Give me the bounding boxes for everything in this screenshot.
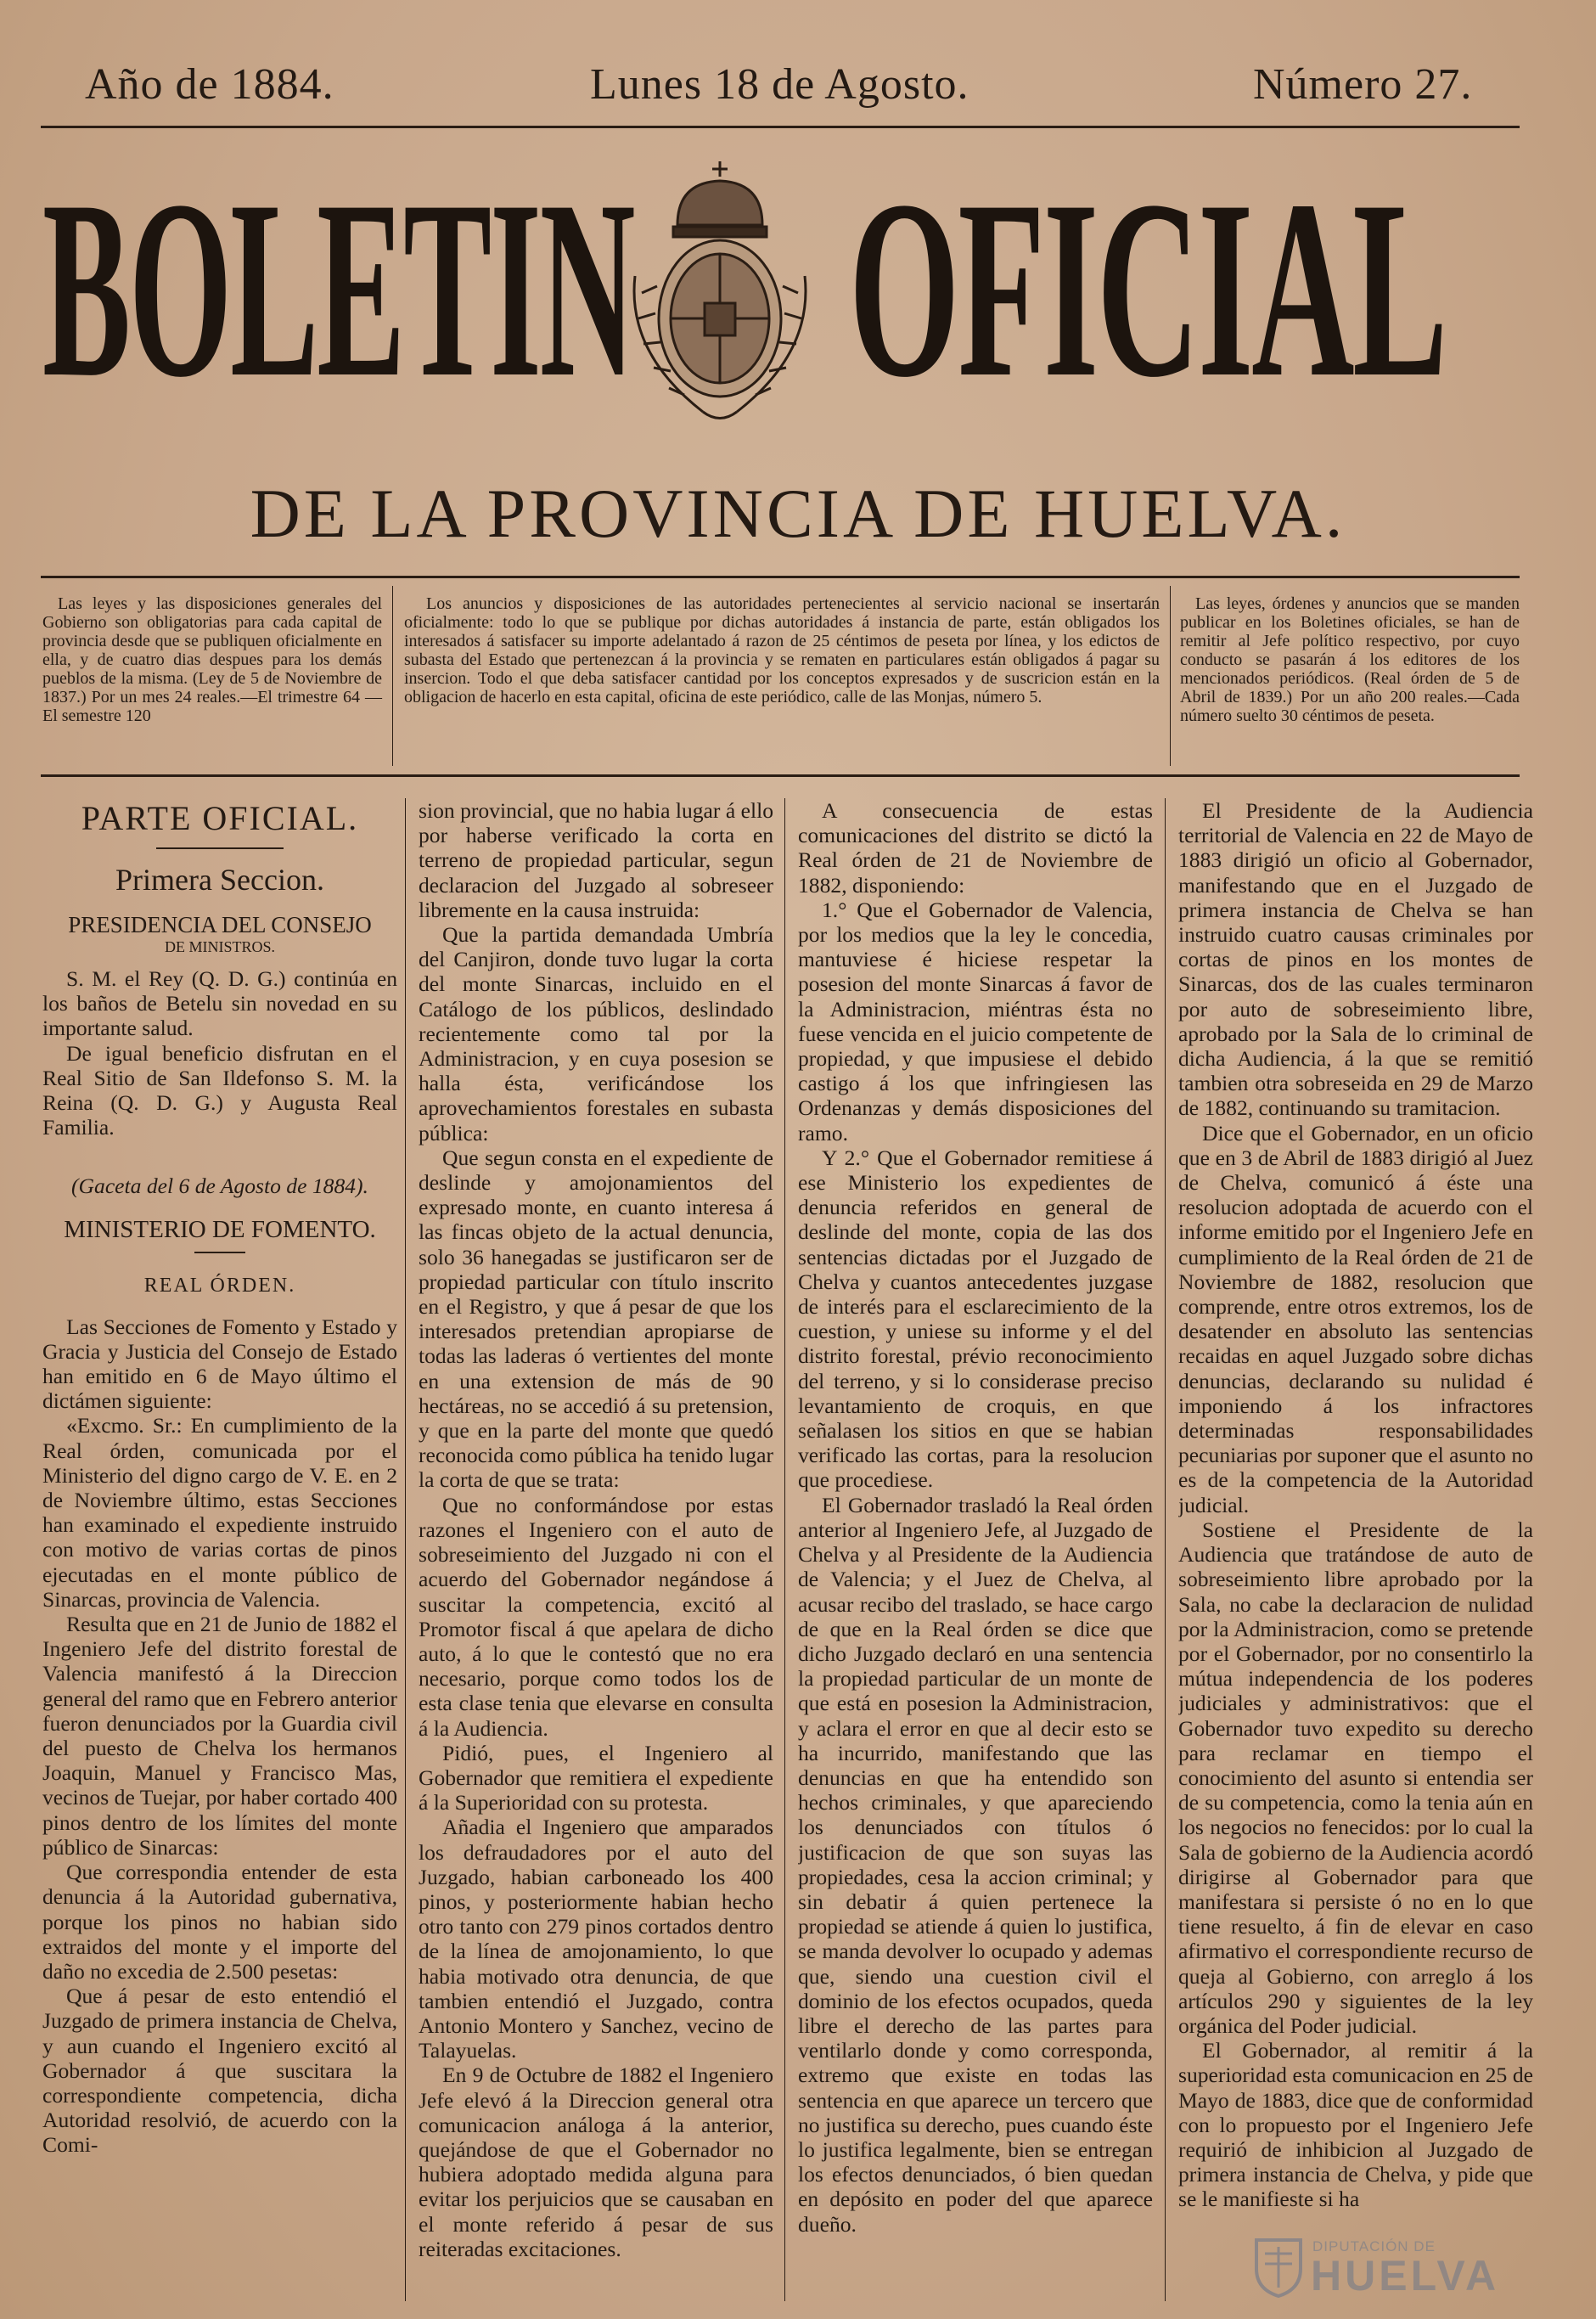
paragraph: 1.° Que el Gobernador de Valencia, por los medios que la ley le concedia, mantuviese é hiciese respetar la posesion del monte Sinarcas á favor de la Administracion, miéntras ésta no fuese vencida en el juicio competente de propiedad, y que impusiese el debido castigo á los que infringiesen las Ordenanzas y demás disposiciones del ramo. xyxy=(798,897,1153,1145)
paragraph: Que á pesar de esto entendió el Juzgado de primera instancia de Chelva, y aun cuando el Ingeniero excitó al Gobernador á que suscitara la correspondiente competencia, dicha Autoridad resolvió, de acuerdo con la Comi- xyxy=(42,1984,397,2158)
paragraph: Que correspondia entender de esta denuncia á la Autoridad gubernativa, porque los pinos no habian sido extraidos del monte y el importe del daño no excedia de 2.500 pesetas: xyxy=(42,1860,397,1984)
paragraph: «Excmo. Sr.: En cumplimiento de la Real órden, comunicada por el Ministerio del digno cargo de V. E. en 2 de Noviembre último, estas Secciones han examinado el expediente instruido con motivo de varias cortas de pinos ejecutadas en el monte público de Sinarcas, provincia de Valencia. xyxy=(42,1413,397,1612)
info-box-center: Los anuncios y disposiciones de las autoridades pertenecientes al servicio nacional se insertarán oficialmente: todo lo que se publique por dichas autoridades á instancia de parte, están obligados los interesados á satisfacer su importe adelantado á razon de 25 céntimos de peseta por línea, y los edictos de subasta del Estado que pertenezcan á la provincia y se rematen en particulares están obligados á pagar su insercion. Todo el que deba satisfacer cantidad por los conceptos expresados y de suscricion están en la obligacion de hacerlo en esta capital, oficina de este periódico, calle de las Monjas, número 5. xyxy=(404,594,1160,706)
parte-oficial-heading: PARTE OFICIAL. xyxy=(81,799,359,837)
column-4 xyxy=(1178,798,1533,2301)
divider xyxy=(194,1252,245,1253)
issue-year: Año de 1884. xyxy=(85,60,334,109)
masthead-left: BOLETIN xyxy=(42,148,634,430)
info-divider-1 xyxy=(392,586,393,766)
column-1 xyxy=(42,798,397,2301)
ministerio-heading: MINISTERIO DE FOMENTO. xyxy=(64,1215,376,1243)
ministros-subheading: DE MINISTROS. xyxy=(164,938,275,955)
info-divider-2 xyxy=(1170,586,1171,766)
gaceta-source: (Gaceta del 6 de Agosto de 1884). xyxy=(71,1174,368,1199)
issue-date: Lunes 18 de Agosto. xyxy=(590,60,969,109)
paragraph: Añadia el Ingeniero que amparados los defraudadores por el auto del Juzgado, habian carboneado los 400 pinos, y posteriormente habian hecho otro tanto con 279 pinos cortados dentro de la línea de amojonamiento, lo que habia motivado otra denuncia, de que tambien entendió el Juzgado, contra Antonio Montero y Sanchez, vecino de Talayuelas. xyxy=(419,1815,773,2063)
column-divider-3 xyxy=(1165,798,1166,2301)
primera-seccion-heading: Primera Seccion. xyxy=(115,863,324,897)
column-divider-2 xyxy=(784,798,785,2301)
paragraph: En 9 de Octubre de 1882 el Ingeniero Jefe elevó á la Direccion general otra comunicacion análoga á la anterior, quejándose de que el Gobernador no hubiera adoptado medida alguna para evitar los perjuicios que se causaban en el monte referido á pesar de sus reiteradas excitaciones. xyxy=(419,2063,773,2261)
paragraph: Dice que el Gobernador, en un oficio que en 3 de Abril de 1883 dirigió al Juez de Chelva, comunicó á éste una resolucion adoptada de acuerdo con el informe emitido por el Ingeniero Jefe en cumplimiento de la Real órden de 21 de Noviembre de 1882, resolucion que comprende, entre otros extremos, los de desatender en absoluto las sentencias recaidas en aquel Juzgado sobre dichas denuncias, declarando su nulidad é imponiendo á los infractores determinadas responsabilidades pecuniarias por suponer que el asunto no es de la competencia de la Autoridad judicial. xyxy=(1178,1120,1533,1517)
paragraph: El Gobernador trasladó la Real órden anterior al Ingeniero Jefe, al Juzgado de Chelva y al Presidente de la Audiencia de Valencia; y el Juez de Chelva, al acusar recibo del traslado, se hace cargo de que en la Real órden se dice que dicho Juzgado declaró en una sentencia la propiedad particular de un monte de que está en posesion la Administracion, y aclara el error en que al decir esto se ha incurrido, manifestando que las denuncias en que ha entendido son hechos criminales, y que apareciendo los denunciados con títulos ó justificacion de que son suyas las propiedades, cesa la accion criminal; y sin debatir á quien pertenece la propiedad se atiende á quien lo justifica, se manda devolver lo ocupado y ademas que, siendo una cuestion civil el dominio de los efectos ocupados, queda libre el derecho de las partes para ventilarlo donde y como corresponda, extremo que existe en todas las sentencia en que aparece un tercero que no justifica su derecho, pues cuando éste lo justifica legalmente, bien se entregan los efectos denunciados, ó bien quedan en depósito en poder del que aparece dueño. xyxy=(798,1492,1153,2237)
watermark-top-text: DIPUTACIÓN DE xyxy=(1312,2238,1436,2254)
issue-number: Número 27. xyxy=(1253,60,1473,109)
paragraph: sion provincial, que no habia lugar á ello por haberse verificado la corta en terreno de propiedad particular, segun declaracion del Juzgado al sobreseer libremente en la causa instruida: xyxy=(419,798,773,922)
paragraph: A consecuencia de estas comunicaciones del distrito se dictó la Real órden de 21 de Noviembre de 1882, disponiendo: xyxy=(798,798,1153,898)
paragraph: Que no conformándose por estas razones el Ingeniero con el auto de sobreseimiento del Juzgado ni con el acuerdo del Gobernador negándose á suscitar la competencia, excitó al Promotor fiscal á que apelara de dicho auto, á lo que le contestó que no era necesario, porque como todos los de esta clase tenia que elevarse en consulta á la Audiencia. xyxy=(419,1492,773,1741)
paragraph: S. M. el Rey (Q. D. G.) continúa en los baños de Betelu sin novedad en su importante salud. xyxy=(42,966,397,1041)
library-watermark xyxy=(1253,2237,1576,2299)
paragraph: Que segun consta en el expediente de deslinde y amojonamientos del expresado monte, en cuanto interesa á las fincas objeto de la actual denuncia, solo 36 hanegadas se justificaron ser de propiedad particular con título inscrito en el Registro, y que á pesar de que los interesados pretendian apropiarse de todas las laderas ó vertientes del monte en una extension de más de 90 hectáreas, no se accedió á su pretension, y que en la parte del monte que quedó reconocida como pública ha tenido lugar la corta de que se trata: xyxy=(419,1145,773,1493)
column-2 xyxy=(419,798,773,2301)
shield-icon xyxy=(1253,2237,1304,2298)
divider xyxy=(156,847,284,849)
column-divider-1 xyxy=(405,798,406,2301)
paragraph: Resulta que en 21 de Junio de 1882 el Ingeniero Jefe del distrito forestal de Valencia manifestó á la Direccion general del ramo que en Febrero anterior fueron denunciados por la Guardia civil del puesto de Chelva los hermanos Joaquin, Manuel y Francisco Mas, vecinos de Tuejar, por haber cortado 400 pinos dentro de los límites del monte público de Sinarcas: xyxy=(42,1612,397,1860)
real-orden-heading: REAL ÓRDEN. xyxy=(143,1274,296,1297)
presidencia-heading: PRESIDENCIA DEL CONSEJO xyxy=(68,912,372,937)
column-3 xyxy=(798,798,1153,2301)
masthead-subtitle: DE LA PROVINCIA DE HUELVA. xyxy=(250,475,1346,552)
info-box-left: Las leyes y las disposiciones generales del Gobierno son obligatorias para cada capital de provincia desde que se publiquen oficialmente en ella, y de cuatro dias despues para los demás pueblos de la misma. (Ley de 5 de Noviembre de 1837.) Por un mes 24 reales.—El trimestre 64 —El semestre 120 xyxy=(42,594,382,725)
info-box-right: Las leyes, órdenes y anuncios que se manden publicar en los Boletines oficiales, se han de remitir al Jefe político respectivo, por cuyo conducto se pasarán á los editores de los mencionados periódicos. (Real órden de 5 de Abril de 1839.) Por un año 200 reales.—Cada número suelto 30 céntimos de peseta. xyxy=(1180,594,1520,725)
paragraph: El Gobernador, al remitir á la superioridad esta comunicacion en 25 de Mayo de 1883, dice que de conformidad con lo propuesto por el Ingeniero Jefe requirió de inhibicion al Juzgado de primera instancia de Chelva, y pide que se le manifieste si ha xyxy=(1178,2038,1533,2212)
header-rule xyxy=(41,126,1520,128)
paragraph: El Presidente de la Audiencia territorial de Valencia en 22 de Mayo de 1883 dirigió un oficio al Gobernador, manifestando que en el Juzgado de primera instancia de Chelva se han instruido cuatro causas criminales por cortas de pinos en los montes de Sinarcas, dos de las cuales terminaron por auto de sobreseimiento libre, aprobado por la Sala de lo criminal de dicha Audiencia, á la que se remitió tambien otra sobreseida en 29 de Marzo de 1882, continuando su tramitacion. xyxy=(1178,798,1533,1121)
watermark-main-text: HUELVA xyxy=(1311,2252,1500,2299)
info-bottom-rule xyxy=(41,774,1520,777)
masthead-right: OFICIAL xyxy=(849,148,1447,430)
paragraph: Las Secciones de Fomento y Estado y Gracia y Justicia del Consejo de Estado han emitido en 6 de Mayo último el dictámen siguiente: xyxy=(42,1314,397,1414)
info-top-rule xyxy=(41,576,1520,578)
paragraph: Pidió, pues, el Ingeniero al Gobernador que remitiera el expediente á la Superioridad con su protesta. xyxy=(419,1740,773,1815)
paragraph: De igual beneficio disfrutan en el Real Sitio de San Ildefonso S. M. la Reina (Q. D. G.) y Augusta Real Familia. xyxy=(42,1040,397,1140)
paragraph: Sostiene el Presidente de la Audiencia que tratándose de auto de sobreseimiento libre aprobado por la Sala, no cabe la declaracion de nulidad por la Administracion, como se pretende por el Gobernador, por no consentirlo la mútua independencia de los poderes judiciales y administrativos: que el Gobernador tuvo expedito su derecho para reclamar en tiempo el conocimiento del asunto si entendia ser de su competencia, como la tenia aún en los negocios no fenecidos: por lo cual la Sala de gobierno de la Audiencia acordó dirigirse al Gobernador para que manifestara si persiste ó no en lo que tiene resuelto, á fin de elevar en caso afirmativo el correspondiente recurso de queja al Gobierno, con arreglo á los artículos 290 y siguientes de la ley orgánica del Poder judicial. xyxy=(1178,1517,1533,2038)
paragraph: Y 2.° Que el Gobernador remitiese á ese Ministerio los expedientes de denuncia referidos en general de deslinde del monte, copia de las dos sentencias dictadas por el Juzgado de Chelva y cuantos antecedentes juzgase de interés para el esclarecimiento de la cuestion, y uniese su informe y el del distrito forestal, prévio reconocimiento del terreno, y si lo considerase preciso levantamiento de croquis, en que señalasen los sitios en que se habian verificado las cortas, para la resolucion que procediese. xyxy=(798,1145,1153,1493)
coat-of-arms-icon xyxy=(610,157,830,437)
paragraph: Que la partida demandada Umbría del Canjiron, donde tuvo lugar la corta del monte Sinarcas, incluido en el Catálogo de los públicos, deslindado recientemente como tal por la Administracion, y en cuya posesion se halla ésta, verificándose los aprovechamientos forestales en subasta pública: xyxy=(419,922,773,1145)
